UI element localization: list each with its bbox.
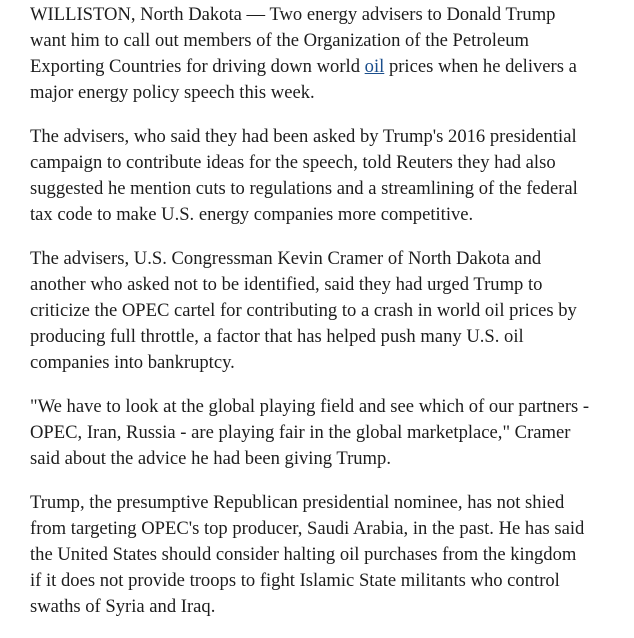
article-paragraph-4: "We have to look at the global playing field and see which of our partners - OPEC, Iran, Russia - are playing fair in the global marketplace," Cramer said about the advice he had been giving Trump.: [30, 396, 590, 469]
paragraph-1-text-after: prices when he delivers a major energy policy speech this week.: [30, 56, 577, 103]
article-paragraph-1: [30, 2, 590, 106]
article-paragraph-3: The advisers, U.S. Congressman Kevin Cramer of North Dakota and another who asked not to be identified, said they had urged Trump to criticize the OPEC cartel for contributing to a crash in world oil prices by producing full throttle, a factor that has helped push many U.S. oil companies into bankruptcy.: [30, 248, 577, 373]
article-body: [30, 2, 590, 638]
oil-link[interactable]: oil: [364, 56, 385, 77]
paragraph-1-text-before: WILLISTON, North Dakota — Two energy advisers to Donald Trump want him to call out members of the Organization of the Petroleum Exporting Countries for driving down world: [30, 4, 556, 77]
article-paragraph-5: Trump, the presumptive Republican presidential nominee, has not shied from targeting OPEC's top producer, Saudi Arabia, in the past. He has said the United States should consider halting oil purchases from the kingdom if it does not provide troops to fight Islamic State militants who control swaths of Syria and Iraq.: [30, 492, 585, 617]
article-paragraph-2: The advisers, who said they had been asked by Trump's 2016 presidential campaign to contribute ideas for the speech, told Reuters they had also suggested he mention cuts to regulations and a streamlining of the federal tax code to make U.S. energy companies more competitive.: [30, 126, 578, 225]
